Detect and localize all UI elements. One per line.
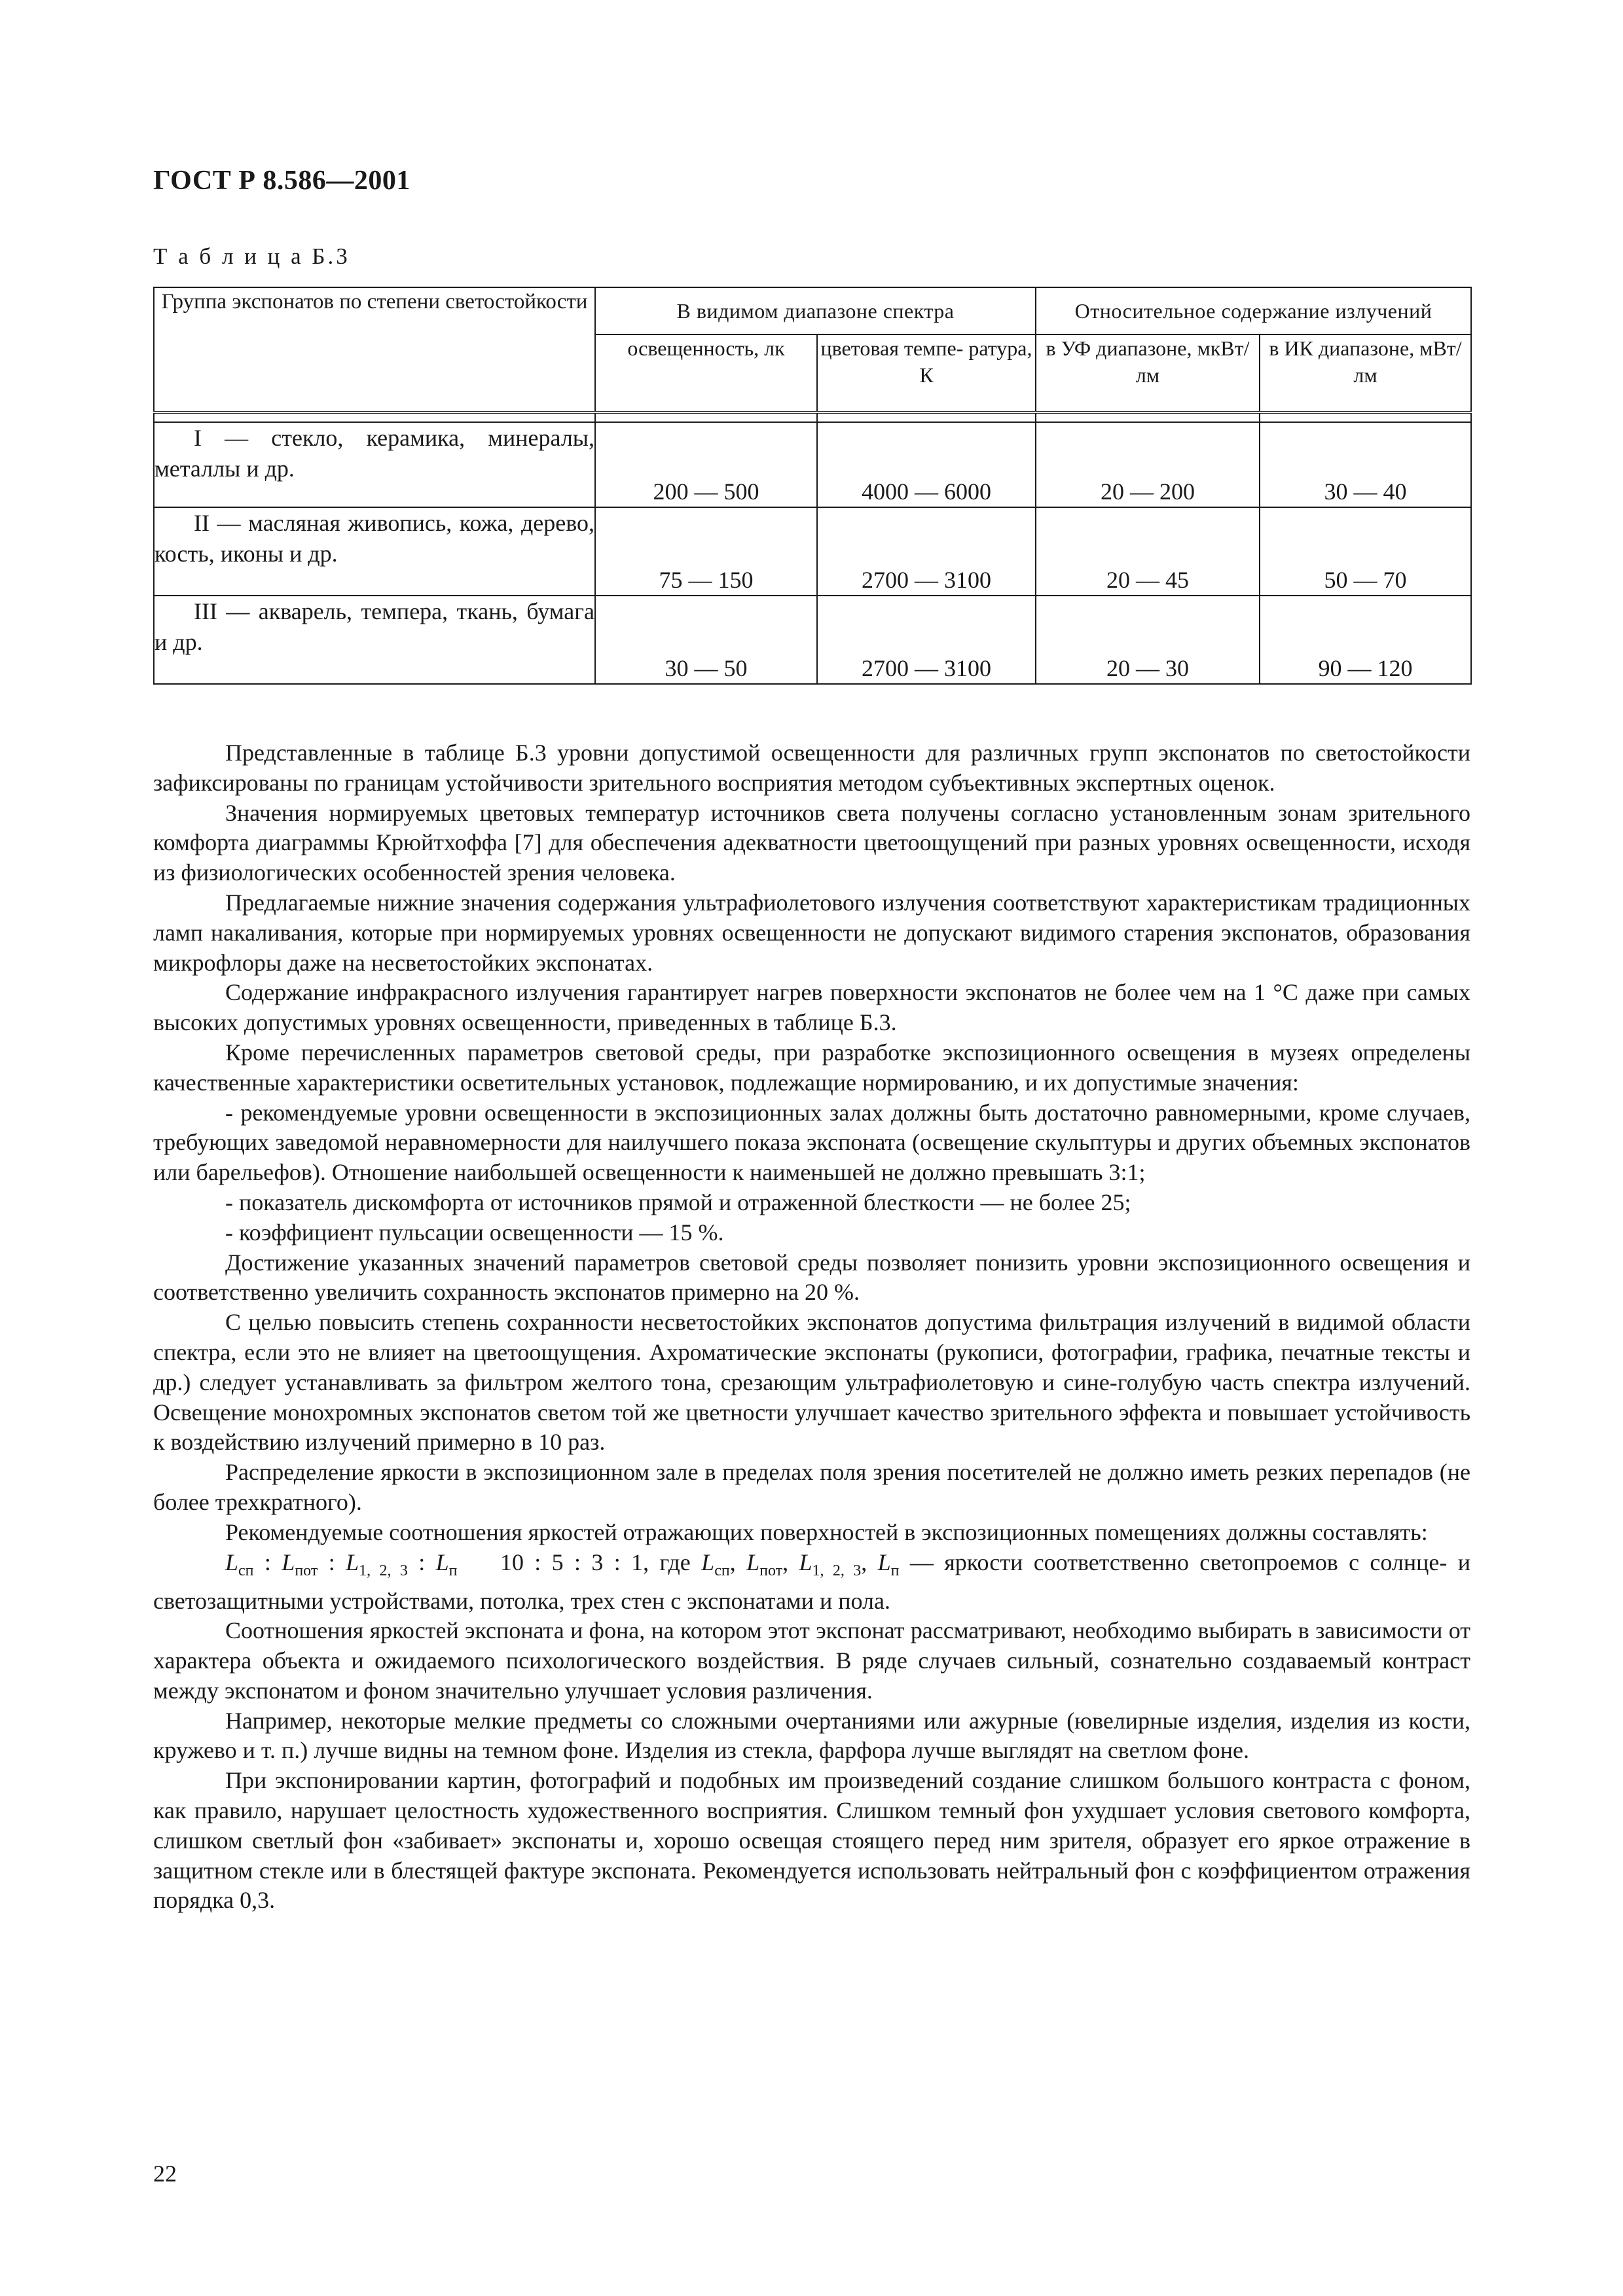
cell-ir: 90 — 120 xyxy=(1260,596,1471,684)
page-number: 22 xyxy=(153,2161,177,2187)
header-uv-range: в УФ диапазоне, мкВт/лм xyxy=(1036,334,1260,412)
cell-color-temperature: 4000 — 6000 xyxy=(817,422,1036,507)
row-group-label: I — стекло, керамика, минералы, металлы и др. xyxy=(155,425,594,482)
paragraph: Распределение яркости в экспозиционном зале в пределах поля зрения посетителей не должно иметь резких перепадов (не более трехкратного). xyxy=(153,1459,1470,1515)
paragraph: Предлагаемые нижние значения содержания ультрафиолетового излучения соответствуют характеристикам традиционных ламп накаливания, которые при нормируемых уровнях освещенности не допускают видимого старения экспонатов, образования микрофлоры даже на несветостойких экспонатах. xyxy=(153,889,1470,976)
light-parameters-table xyxy=(153,287,1472,685)
cell-illuminance: 200 — 500 xyxy=(595,422,817,507)
cell-uv: 20 — 30 xyxy=(1036,596,1260,684)
table-separator xyxy=(154,412,1471,422)
document-title: ГОСТ Р 8.586—2001 xyxy=(153,166,410,196)
paragraph: Соотношения яркостей экспоната и фона, на котором этот экспонат рассматривают, необходимо выбирать в зависимости от характера объекта и ожидаемого психологического воздействия. В ряде случаев сильный, сознательно создаваемый контраст между экспонатом и фоном значительно улучшает условия различения. xyxy=(153,1617,1470,1704)
row-group-label: III — акварель, темпера, ткань, бумага и др. xyxy=(155,598,594,655)
cell-color-temperature: 2700 — 3100 xyxy=(817,507,1036,596)
paragraph: Значения нормируемых цветовых температур источников света получены согласно установленным зонам зрительного комфорта диаграммы Крюйтхоффа [7] для обеспечения адекватности цветоощущений при разных уровнях освещенности, исходя из физиологических особенностей зрения человека. xyxy=(153,799,1470,886)
table-row xyxy=(154,507,1471,596)
header-illuminance: освещенность, лк xyxy=(595,334,817,412)
paragraph: Рекомендуемые соотношения яркостей отражающих поверхностей в экспозиционных помещениях должны составлять: xyxy=(225,1518,1428,1545)
cell-color-temperature: 2700 — 3100 xyxy=(817,596,1036,684)
paragraph: С целью повысить степень сохранности несветостойких экспонатов допустима фильтрация излучений в видимой области спектра, если это не влияет на цветоощущения. Ахроматические экспонаты (рукописи, фотографии, графика, печатные тексты и др.) следует устанавливать за фильтром желтого тона, срезающим ультрафиолетовую и сине-голубую часть спектра излучений. Освещение монохромных экспонатов светом той же цветности улучшает качество зрительного эффекта и повышает устойчивость к воздействию излучений примерно в 10 раз. xyxy=(153,1309,1470,1456)
cell-illuminance: 30 — 50 xyxy=(595,596,817,684)
header-relative-content: Относительное содержание излучений xyxy=(1036,287,1471,334)
cell-illuminance: 75 — 150 xyxy=(595,507,817,596)
list-item: - коэффициент пульсации освещенности — 15 %. xyxy=(225,1219,724,1246)
header-color-temperature: цветовая темпе- ратура, К xyxy=(817,334,1036,412)
table-row xyxy=(154,596,1471,684)
formula-ratio: 10 : 5 : 3 : 1, где xyxy=(500,1549,691,1575)
table-row xyxy=(154,422,1471,507)
header-group: Группа экспонатов по степени светостойкости xyxy=(154,287,595,412)
header-ir-range: в ИК диапазоне, мВт/лм xyxy=(1260,334,1471,412)
list-item: - рекомендуемые уровни освещенности в экспозиционных залах должны быть достаточно равномерными, кроме случаев, требующих заведомой неравномерности для наилучшего показа экспоната (освещение скульптуры и других объемных экспонатов или барельефов). Отношение наибольшей освещенности к наименьшей не должно превышать 3:1; xyxy=(153,1099,1470,1186)
body-text xyxy=(153,738,1470,1916)
table-header-row xyxy=(154,287,1471,334)
cell-uv: 20 — 200 xyxy=(1036,422,1260,507)
paragraph: Достижение указанных значений параметров световой среды позволяет понизить уровни экспозиционного освещения и соответственно увеличить сохранность экспонатов примерно на 20 %. xyxy=(153,1249,1470,1306)
paragraph: Содержание инфракрасного излучения гарантирует нагрев поверхности экспонатов не более чем на 1 °С даже при самых высоких допустимых уровнях освещенности, приведенных в таблице Б.3. xyxy=(153,979,1470,1036)
row-group-label: II — масляная живопись, кожа, дерево, кость, иконы и др. xyxy=(155,510,594,567)
formula-description: — яркости соответственно светопроемов с солнце- и светозащитными устройствами, потолка, трех стен с экспонатами и пола. xyxy=(153,1549,1471,1614)
header-visible-range: В видимом диапазоне спектра xyxy=(595,287,1036,334)
paragraph: При экспонировании картин, фотографий и подобных им произведений создание слишком большого контраста с фоном, как правило, нарушает целостность художественного восприятия. Слишком темный фон ухудшает условия светового комфорта, слишком светлый фон «забивает» экспонаты и, хорошо освещая стоящего перед ним зрителя, образует его яркое отражение в защитном стекле или в блестящей фактуре экспоната. Рекомендуется использовать нейтральный фон с коэффициентом отражения порядка 0,3. xyxy=(153,1767,1470,1914)
list-item: - показатель дискомфорта от источников прямой и отраженной блесткости — не более 25; xyxy=(225,1189,1131,1215)
cell-uv: 20 — 45 xyxy=(1036,507,1260,596)
paragraph: Представленные в таблице Б.3 уровни допустимой освещенности для различных групп экспонатов по светостойкости зафиксированы по границам устойчивости зрительного восприятия методом субъективных экспертных оценок. xyxy=(153,740,1470,796)
table-caption: Т а б л и ц а Б.3 xyxy=(153,243,350,269)
paragraph: Кроме перечисленных параметров световой среды, при разработке экспозиционного освещения в музеях определены качественные характеристики осветительных установок, подлежащие нормированию, и их допустимые значения: xyxy=(153,1039,1470,1096)
paragraph: Например, некоторые мелкие предметы со сложными очертаниями или ажурные (ювелирные изделия, изделия из кости, кружево и т. п.) лучше видны на темном фоне. Изделия из стекла, фарфора лучше выглядят на светлом фоне. xyxy=(153,1707,1470,1764)
cell-ir: 50 — 70 xyxy=(1260,507,1471,596)
cell-ir: 30 — 40 xyxy=(1260,422,1471,507)
luminance-ratio-formula: $L_{сп}$ : $L_{пот}$ : $L_{1, 2, 3}$ : $L_п$ 10 : 5 : 3 : 1, где $L_{сп}$, $L_{пот}$, $L_{1, 2, 3}$, $L_п$ — яркости соответственно светопроемов с солнце- и светозащитными устройствами, потолка, трех стен с экспонатами и пола. xyxy=(153,1549,1471,1614)
table-container xyxy=(153,287,1470,685)
